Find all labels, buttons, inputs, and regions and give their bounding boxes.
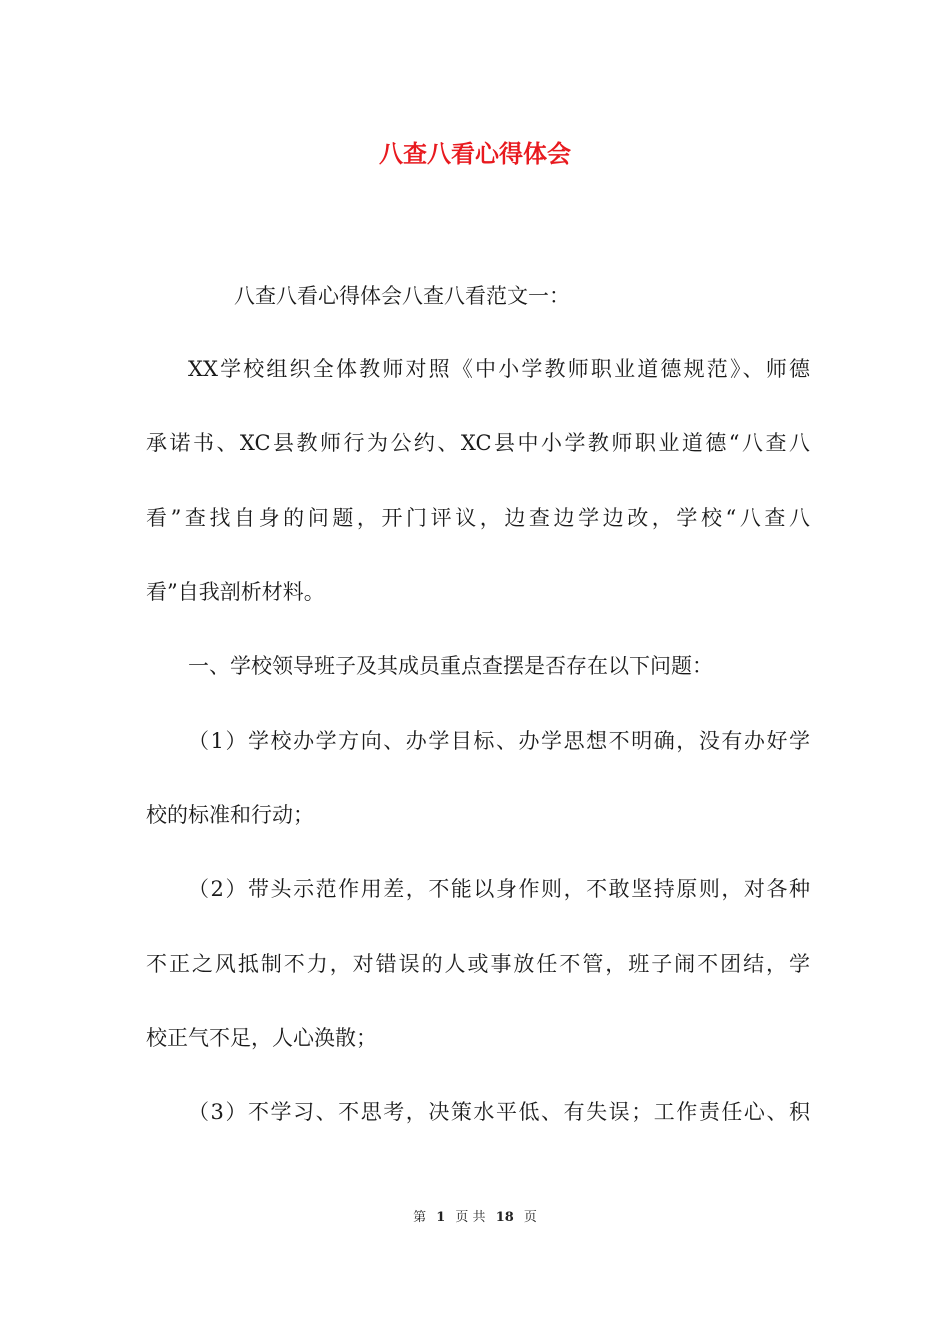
footer-page-number: 1 — [436, 1210, 446, 1225]
page-footer — [0, 1206, 950, 1225]
paragraph-line: 校正气不足，人心涣散； — [146, 1026, 377, 1050]
footer-middle: 页 共 — [455, 1210, 486, 1225]
section-heading: 一、学校领导班子及其成员重点查摆是否存在以下问题： — [188, 654, 713, 678]
paragraph-line: 看”查找自身的问题，开门评议，边查边学边改，学校“八查八 — [146, 506, 810, 530]
paragraph-line: （3）不学习、不思考，决策水平低、有失误；工作责任心、积 — [188, 1100, 810, 1124]
paragraph-line: （2）带头示范作用差，不能以身作则，不敢坚持原则，对各种 — [188, 877, 810, 901]
paragraph-line: 八查八看心得体会八查八看范文一： — [234, 284, 570, 308]
paragraph-line: （1）学校办学方向、办学目标、办学思想不明确，没有办好学 — [188, 729, 810, 753]
paragraph-line: 不正之风抵制不力，对错误的人或事放任不管，班子闹不团结，学 — [146, 952, 810, 976]
paragraph-line: 承诺书、XC县教师行为公约、XC县中小学教师职业道德“八查八 — [146, 431, 810, 455]
paragraph-line: 校的标准和行动； — [146, 803, 314, 827]
footer-suffix: 页 — [523, 1210, 537, 1225]
document-title: 八查八看心得体会 — [379, 140, 571, 168]
paragraph-line: XX学校组织全体教师对照《中小学教师职业道德规范》、师德 — [188, 357, 810, 381]
footer-prefix: 第 — [413, 1210, 427, 1225]
paragraph-line: 看”自我剖析材料。 — [146, 580, 325, 604]
footer-total-pages: 18 — [495, 1210, 514, 1225]
